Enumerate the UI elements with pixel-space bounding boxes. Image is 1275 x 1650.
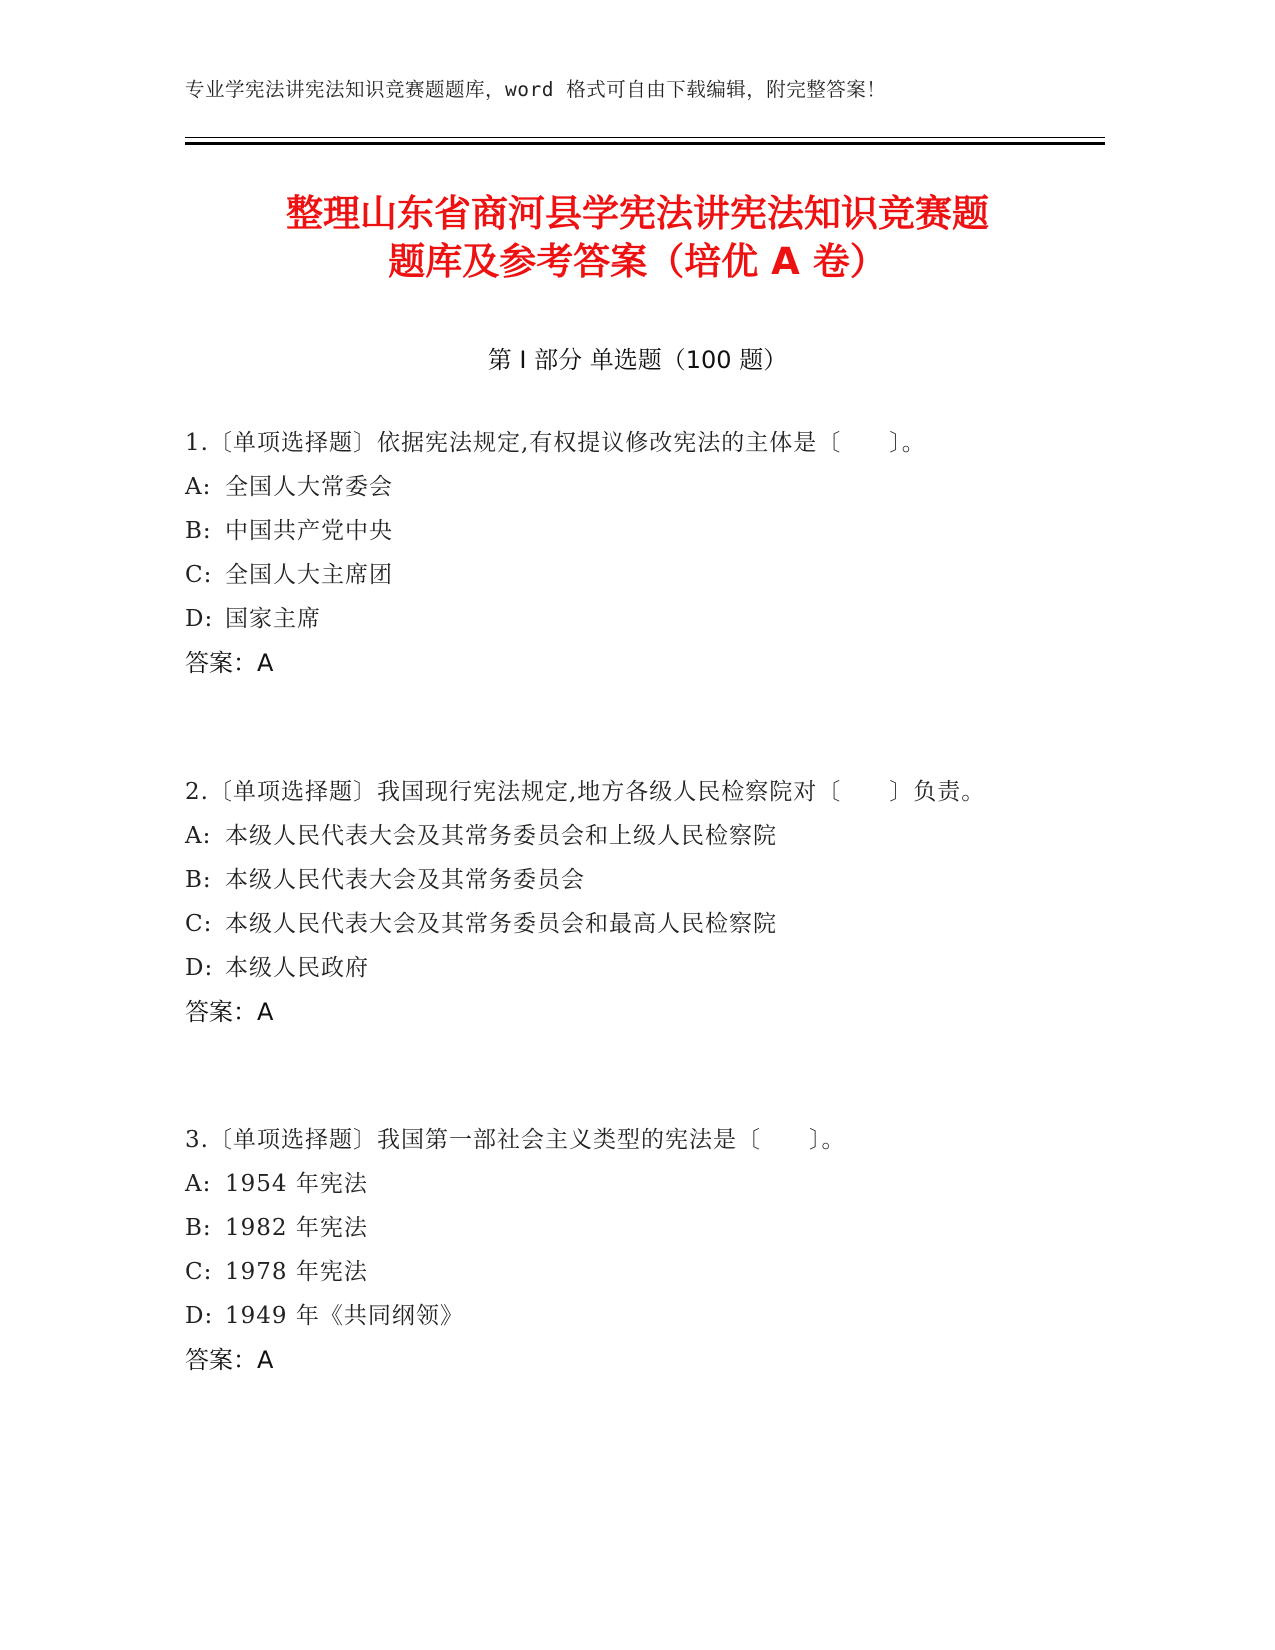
option-text: 国家主席	[225, 606, 321, 632]
option-b	[185, 509, 1085, 553]
question-stem: 3.〔单项选择题〕我国第一部社会主义类型的宪法是〔 〕。	[185, 1127, 846, 1153]
option-text: 1982 年宪法	[225, 1215, 368, 1241]
option-key: B:	[185, 518, 212, 544]
option-text: 全国人大主席团	[225, 562, 393, 588]
option-key: C:	[185, 562, 213, 588]
option-key: B:	[185, 867, 212, 893]
option-text: 1954 年宪法	[225, 1171, 368, 1197]
answer-line: 答案：A	[185, 1346, 274, 1374]
option-d	[185, 946, 1085, 990]
question-stem: 2.〔单项选择题〕我国现行宪法规定,地方各级人民检察院对〔 〕负责。	[185, 779, 986, 805]
question-2	[185, 770, 1085, 1034]
document-title	[150, 190, 1125, 286]
option-key: A:	[185, 823, 212, 849]
option-d	[185, 1294, 1085, 1338]
header-rule-thin	[185, 137, 1105, 138]
header-rule-thick	[185, 142, 1105, 145]
option-c	[185, 553, 1085, 597]
page-header: 专业学宪法讲宪法知识竞赛题题库，word 格式可自由下载编辑，附完整答案！	[185, 78, 887, 101]
option-key: B:	[185, 1215, 212, 1241]
option-d	[185, 597, 1085, 641]
option-a	[185, 814, 1085, 858]
section-title: 第 I 部分 单选题（100 题）	[487, 346, 788, 374]
question-1	[185, 421, 1085, 685]
option-text: 本级人民代表大会及其常务委员会和最高人民检察院	[225, 911, 777, 937]
title-line-1: 整理山东省商河县学宪法讲宪法知识竞赛题	[286, 192, 989, 235]
option-a	[185, 465, 1085, 509]
option-text: 全国人大常委会	[225, 474, 393, 500]
option-text: 中国共产党中央	[225, 518, 393, 544]
option-text: 1978 年宪法	[225, 1259, 368, 1285]
option-b	[185, 1206, 1085, 1250]
answer-line: 答案：A	[185, 998, 274, 1026]
option-key: D:	[185, 606, 214, 632]
option-c	[185, 1250, 1085, 1294]
option-text: 本级人民代表大会及其常务委员会	[225, 867, 585, 893]
option-key: D:	[185, 955, 214, 981]
option-text: 本级人民代表大会及其常务委员会和上级人民检察院	[225, 823, 777, 849]
option-c	[185, 902, 1085, 946]
title-line-2: 题库及参考答案（培优 A 卷）	[388, 240, 887, 283]
option-a	[185, 1162, 1085, 1206]
question-stem: 1.〔单项选择题〕依据宪法规定,有权提议修改宪法的主体是〔 〕。	[185, 430, 926, 456]
answer-line: 答案：A	[185, 649, 274, 677]
option-key: D:	[185, 1303, 214, 1329]
option-key: C:	[185, 1259, 213, 1285]
question-3	[185, 1118, 1085, 1382]
option-key: A:	[185, 474, 212, 500]
option-key: C:	[185, 911, 213, 937]
option-b	[185, 858, 1085, 902]
option-text: 1949 年《共同纲领》	[225, 1303, 464, 1329]
option-key: A:	[185, 1171, 212, 1197]
option-text: 本级人民政府	[225, 955, 369, 981]
